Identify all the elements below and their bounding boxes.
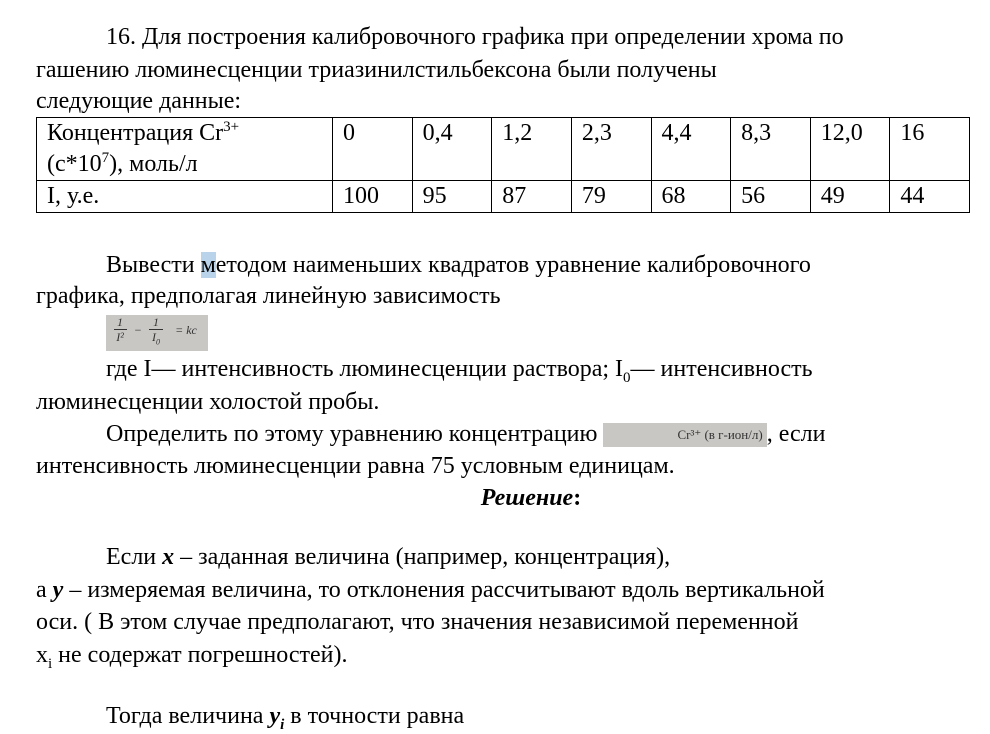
table-cell: 100 [333,181,413,213]
table-row-intensity [37,181,970,213]
task-line-5: Определить по этому уравнению концентрацию Cr³⁺ (в г-ион/л) , если [106,421,826,447]
table-cell: 87 [492,181,572,213]
table-cell: 0,4 [412,118,492,181]
solution-line-5: Тогда величина $y_i$ в точности равна [106,703,465,733]
table-cell: 56 [731,181,811,213]
table-cell: 95 [412,181,492,213]
problem-line-1: 16. Для построения калибровочного графика при определении хрома по [106,24,844,50]
solution-line-1: Если x – заданная величина (например, концентрация), [106,544,671,570]
table-header-concentration: Концентрация $Cr^{3+}$ $(с*10^7)$, моль/л [37,118,333,181]
problem-line-3: следующие данные: [36,88,242,114]
table-cell: 12,0 [810,118,890,181]
table-row-concentration [37,118,970,181]
table-cell: 44 [890,181,970,213]
solution-title: Решение: [480,485,582,511]
solution-line-2: а y – измеряемая величина, то отклонения рассчитывают вдоль вертикальной [36,577,825,603]
table-header-intensity: I, у.е. [37,181,333,213]
task-line-3: где I— интенсивность люминесценции раствора; $I_0—$ интенсивность [106,356,813,386]
table-cell: 16 [890,118,970,181]
task-line-6: интенсивность люминесценции равна 75 условным единицам. [36,453,675,479]
data-table [36,117,970,213]
problem-line-2: гашению люминесценции триазинилстильбексона были получены [36,57,717,83]
table-cell: 4,4 [651,118,731,181]
table-cell: 68 [651,181,731,213]
formula: 1 I² − 1 $I_0$ = kc [106,315,208,351]
table-cell: 1,2 [492,118,572,181]
table-cell: 49 [810,181,890,213]
table-cell: 2,3 [571,118,651,181]
table-cell: 0 [333,118,413,181]
formula-image [106,315,208,351]
task-line-4: люминесценции холостой пробы. [36,389,380,415]
solution-line-4: $x_i$ не содержат погрешностей). [36,642,348,672]
solution-line-3: оси. ( В этом случае предполагают, что значения независимой переменной [36,609,799,635]
table-cell: 79 [571,181,651,213]
chromium-ion-image: Cr³⁺ (в г-ион/л) [603,423,766,447]
task-line-2: графика, предполагая линейную зависимость [36,283,501,309]
table-cell: 8,3 [731,118,811,181]
task-line-1: Вывести методом наименьших квадратов уравнение калибровочного [106,252,811,278]
